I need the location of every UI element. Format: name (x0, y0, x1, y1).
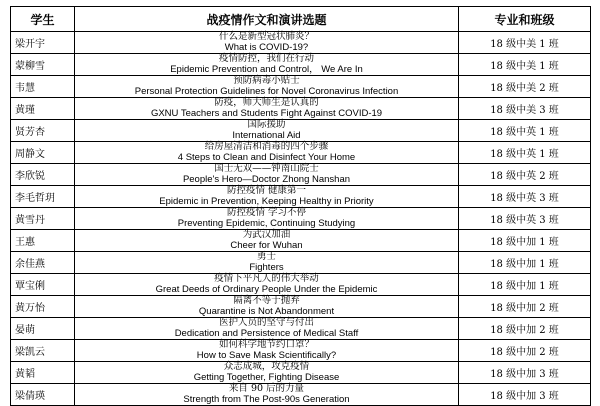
topic-cell (75, 164, 459, 186)
topic-chinese: 国际援助 (247, 119, 286, 130)
header-student: 学生 (11, 7, 75, 32)
topic-chinese: 防控疫情 健康第一 (226, 185, 307, 196)
topic-chinese: 疫情下平凡人的伟大举动 (214, 273, 319, 284)
class-name: 18 级中美 3 班 (459, 98, 591, 120)
class-name: 18 级中加 1 班 (459, 252, 591, 274)
topic-chinese: 疫情防控，我们在行动 (218, 53, 314, 64)
topic-english: Personal Protection Guidelines for Novel Coronavirus Infection (134, 85, 399, 97)
topic-english: Epidemic in Prevention, Keeping Healthy in Priority (159, 195, 374, 207)
table-row (11, 274, 591, 296)
topic-chinese: 什么是新型冠状肺炎？ (218, 31, 314, 42)
topic-cell (75, 384, 459, 406)
topic-chinese: 防控疫情 学习不停 (226, 207, 307, 218)
student-name: 黄瑾 (11, 98, 75, 120)
topic-english: GXNU Teachers and Students Fight Against COVID-19 (150, 107, 383, 119)
class-name: 18 级中美 1 班 (459, 32, 591, 54)
class-name: 18 级中英 3 班 (459, 186, 591, 208)
topic-chinese: 给房屋清洁和消毒的四个步骤 (204, 141, 329, 152)
student-name: 黄韬 (11, 362, 75, 384)
table-row (11, 296, 591, 318)
student-name: 李毛哲玥 (11, 186, 75, 208)
table-row (11, 54, 591, 76)
topic-chinese: 医护人员的坚守与付出 (218, 317, 314, 328)
class-name: 18 级中英 2 班 (459, 164, 591, 186)
student-name: 贤芳杏 (11, 120, 75, 142)
class-name: 18 级中加 3 班 (459, 384, 591, 406)
student-name: 韦慧 (11, 76, 75, 98)
student-name: 梁开宇 (11, 32, 75, 54)
class-name: 18 级中英 1 班 (459, 142, 591, 164)
topic-english: Strength from The Post-90s Generation (183, 393, 350, 405)
topic-chinese: 来自 90 后的力量 (228, 383, 305, 394)
class-name: 18 级中美 1 班 (459, 54, 591, 76)
topic-cell (75, 76, 459, 98)
table-row (11, 252, 591, 274)
topic-chinese: 众志成城，攻克疫情 (223, 361, 310, 372)
topic-cell (75, 340, 459, 362)
table-row (11, 230, 591, 252)
student-name: 梁凯云 (11, 340, 75, 362)
student-name: 周静文 (11, 142, 75, 164)
class-name: 18 级中加 2 班 (459, 296, 591, 318)
topic-cell (75, 296, 459, 318)
class-name: 18 级中加 2 班 (459, 340, 591, 362)
topic-english: Dedication and Persistence of Medical Staff (174, 327, 359, 339)
topic-english: Fighters (249, 261, 284, 273)
topic-chinese: 预防病毒小贴士 (233, 75, 300, 86)
topic-chinese: 国士无双——钟南山院士 (214, 163, 319, 174)
table-row (11, 32, 591, 54)
student-name: 余佳燕 (11, 252, 75, 274)
topic-cell (75, 252, 459, 274)
class-name: 18 级中英 3 班 (459, 208, 591, 230)
header-topic: 战疫情作文和演讲选题 (75, 7, 459, 32)
topic-english: Quarantine is Not Abandonment (198, 305, 335, 317)
topic-english: Getting Together, Fighting Disease (193, 371, 340, 383)
topic-cell (75, 142, 459, 164)
topic-cell (75, 208, 459, 230)
table-row (11, 98, 591, 120)
student-name: 蒙柳雪 (11, 54, 75, 76)
topic-cell (75, 32, 459, 54)
topic-english: How to Save Mask Scientifically? (196, 349, 337, 361)
topic-english: People's Hero—Doctor Zhong Nanshan (182, 173, 351, 185)
topic-chinese: 如何科学地节约口罩？ (218, 339, 314, 350)
topic-english: International Aid (232, 129, 301, 141)
topic-cell (75, 362, 459, 384)
table-row (11, 76, 591, 98)
student-name: 黄万怡 (11, 296, 75, 318)
topic-assignment-table (10, 6, 591, 406)
student-name: 李欣锐 (11, 164, 75, 186)
table-header-row (11, 7, 591, 32)
class-name: 18 级中加 1 班 (459, 230, 591, 252)
topic-chinese: 勇士 (256, 251, 276, 262)
table-body (11, 32, 591, 406)
table-row (11, 318, 591, 340)
topic-english: Epidemic Prevention and Control， We Are In (170, 63, 363, 75)
topic-english: Preventing Epidemic, Continuing Studying (177, 217, 356, 229)
topic-cell (75, 120, 459, 142)
table-row (11, 362, 591, 384)
student-name: 晏萌 (11, 318, 75, 340)
topic-chinese: 隔离不等于抛弃 (233, 295, 300, 306)
topic-english: Cheer for Wuhan (230, 239, 303, 251)
class-name: 18 级中加 2 班 (459, 318, 591, 340)
table-row (11, 208, 591, 230)
table-row (11, 384, 591, 406)
topic-cell (75, 274, 459, 296)
table-row (11, 142, 591, 164)
student-name: 王惠 (11, 230, 75, 252)
class-name: 18 级中加 3 班 (459, 362, 591, 384)
class-name: 18 级中加 1 班 (459, 274, 591, 296)
topic-chinese: 防疫，师大师生是认真的 (214, 97, 319, 108)
topic-cell (75, 54, 459, 76)
topic-cell (75, 230, 459, 252)
topic-chinese: 为武汉加油 (242, 229, 291, 240)
topic-cell (75, 318, 459, 340)
topic-english: Great Deeds of Ordinary People Under the Epidemic (155, 283, 378, 295)
table-row (11, 120, 591, 142)
topic-english: 4 Steps to Clean and Disinfect Your Home (177, 151, 356, 163)
topic-english: What is COVID-19? (224, 41, 309, 53)
table-row (11, 186, 591, 208)
table-row (11, 164, 591, 186)
student-name: 覃宝俐 (11, 274, 75, 296)
table-row (11, 340, 591, 362)
student-name: 黄雪丹 (11, 208, 75, 230)
class-name: 18 级中英 1 班 (459, 120, 591, 142)
student-name: 梁倩瑛 (11, 384, 75, 406)
topic-cell (75, 186, 459, 208)
topic-assignment-table-container (10, 6, 590, 406)
class-name: 18 级中美 2 班 (459, 76, 591, 98)
topic-cell (75, 98, 459, 120)
header-class: 专业和班级 (459, 7, 591, 32)
